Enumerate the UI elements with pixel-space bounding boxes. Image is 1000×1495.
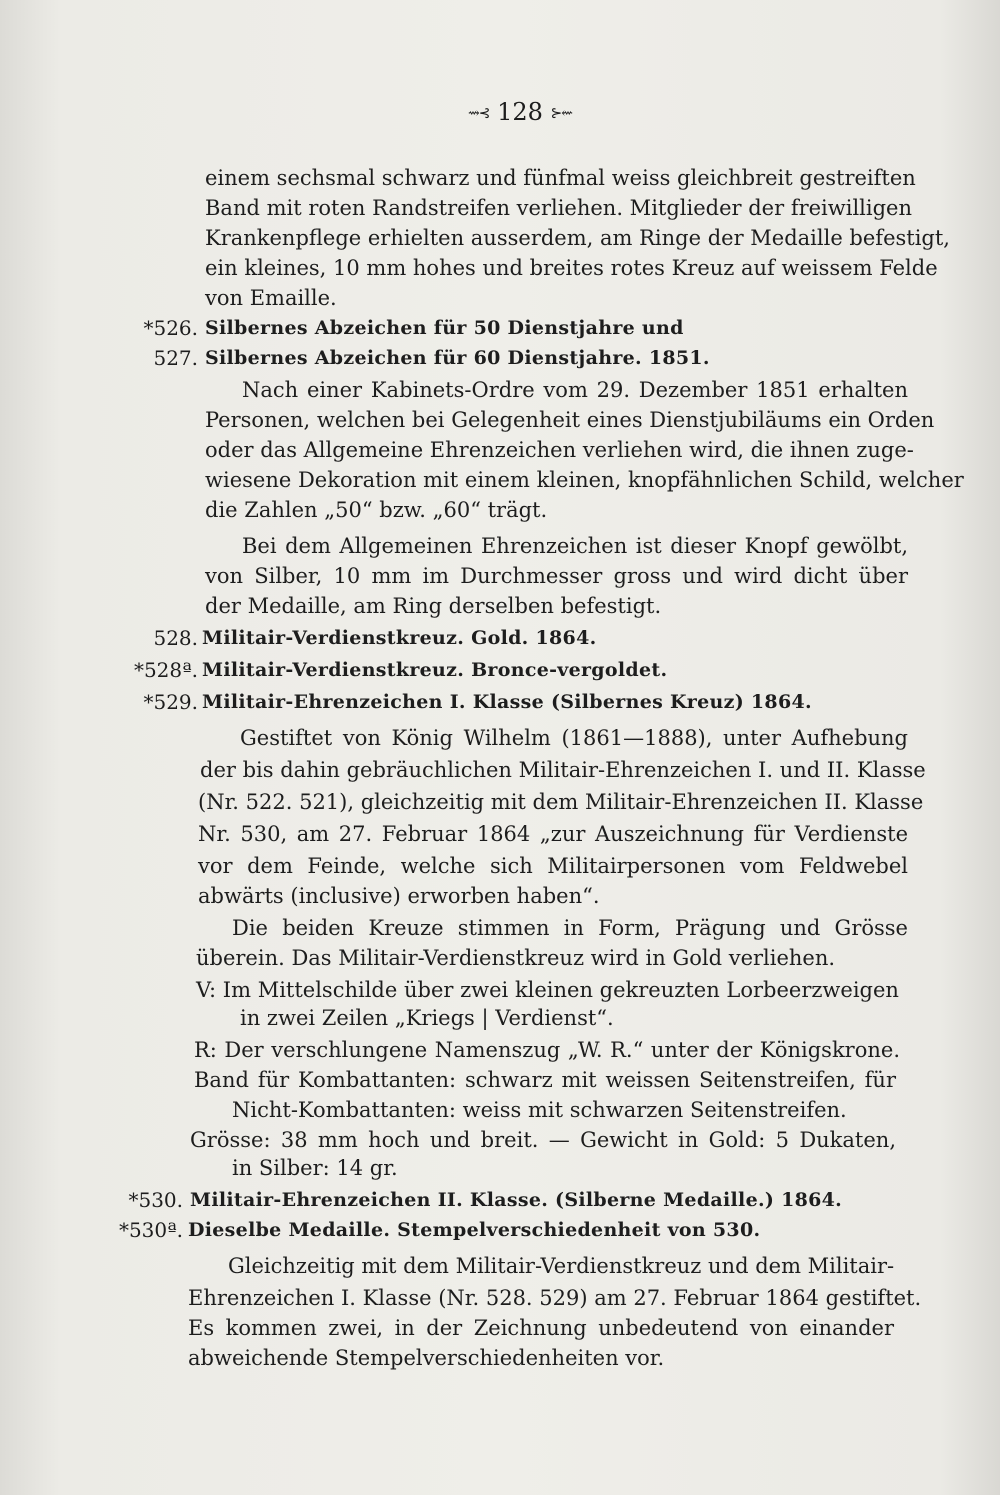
text-line: Gleichzeitig mit dem Militair-Verdienstkreuz und dem Militair- (228, 1254, 895, 1278)
text-line: der bis dahin gebräuchlichen Militair-Ehrenzeichen I. und II. Klasse (200, 758, 926, 782)
text-line: Es kommen zwei, in der Zeichnung unbedeutend von einander (188, 1316, 894, 1340)
text-line: von Emaille. (205, 286, 337, 310)
entry-heading: Militair-Verdienstkreuz. Gold. 1864. (202, 627, 597, 649)
entry-number: *526. (143, 316, 198, 340)
entry-heading: Silbernes Abzeichen für 60 Dienstjahre. 1851. (205, 347, 710, 369)
text-line: Krankenpflege erhielten ausserdem, am Ringe der Medaille befestigt, (205, 226, 950, 250)
text-line: in Silber: 14 gr. (232, 1156, 398, 1180)
entry-number: *528ª. (133, 658, 198, 682)
page-number-header (445, 96, 595, 130)
text-line: ein kleines, 10 mm hohes und breites rotes Kreuz auf weissem Felde (205, 256, 938, 280)
entry-number: 527. (153, 346, 198, 370)
text-line: (Nr. 522. 521), gleichzeitig mit dem Militair-Ehrenzeichen II. Klasse (198, 790, 924, 814)
text-line: überein. Das Militair-Verdienstkreuz wird in Gold verliehen. (196, 946, 836, 970)
entry-heading: Silbernes Abzeichen für 50 Dienstjahre und (205, 317, 684, 339)
text-line: abwärts (inclusive) erworben haben“. (198, 884, 600, 908)
text-line: Nr. 530, am 27. Februar 1864 „zur Auszeichnung für Verdienste (198, 822, 908, 846)
text-line: Personen, welchen bei Gelegenheit eines Dienstjubiläums ein Orden (205, 408, 935, 432)
text-line: abweichende Stempelverschiedenheiten vor. (188, 1346, 665, 1370)
text-line: Band für Kombattanten: schwarz mit weissen Seitenstreifen, für (194, 1068, 896, 1092)
text-line: Gestiftet von König Wilhelm (1861—1888), unter Aufhebung (240, 726, 908, 750)
text-line: Band mit roten Randstreifen verliehen. Mitglieder der freiwilligen (205, 196, 913, 220)
text-line: der Medaille, am Ring derselben befestigt. (205, 594, 662, 618)
entry-number: *530. (128, 1188, 183, 1212)
text-line: vor dem Feinde, welche sich Militairpersonen vom Feldwebel (198, 854, 908, 878)
entry-heading: Militair-Ehrenzeichen II. Klasse. (Silberne Medaille.) 1864. (190, 1189, 843, 1211)
entry-heading: Militair-Verdienstkreuz. Bronce-vergoldet. (202, 659, 668, 681)
text-line: wiesene Dekoration mit einem kleinen, knopfähnlichen Schild, welcher (205, 468, 964, 492)
entry-number: *530ª. (118, 1218, 183, 1242)
text-line: Ehrenzeichen I. Klasse (Nr. 528. 529) am 27. Februar 1864 gestiftet. (188, 1286, 922, 1310)
text-line: V: Im Mittelschilde über zwei kleinen gekreuzten Lorbeerzweigen (196, 978, 899, 1002)
entry-heading: Militair-Ehrenzeichen I. Klasse (Silbernes Kreuz) 1864. (202, 691, 812, 713)
text-line: Grösse: 38 mm hoch und breit. — Gewicht in Gold: 5 Dukaten, (190, 1128, 896, 1152)
text-line: Nicht-Kombattanten: weiss mit schwarzen Seitenstreifen. (232, 1098, 847, 1122)
text-line: Die beiden Kreuze stimmen in Form, Prägung und Grösse (232, 916, 908, 940)
text-line: einem sechsmal schwarz und fünfmal weiss gleichbreit gestreiften (205, 166, 916, 190)
text-line: die Zahlen „50“ bzw. „60“ trägt. (205, 498, 548, 522)
text-line: Bei dem Allgemeinen Ehrenzeichen ist dieser Knopf gewölbt, (242, 534, 908, 558)
page-number: 128 (497, 98, 543, 126)
text-line: oder das Allgemeine Ehrenzeichen verliehen wird, die ihnen zuge- (205, 438, 914, 462)
text-line: R: Der verschlungene Namenszug „W. R.“ unter der Königskrone. (194, 1038, 900, 1062)
text-line: von Silber, 10 mm im Durchmesser gross und wird dicht über (205, 564, 908, 588)
ornament-left: ⇝⊰ (467, 105, 490, 122)
entry-number: *529. (143, 690, 198, 714)
entry-number: 528. (153, 626, 198, 650)
text-line: in zwei Zeilen „Kriegs | Verdienst“. (240, 1006, 614, 1030)
text-line: Nach einer Kabinets-Ordre vom 29. Dezember 1851 erhalten (242, 378, 908, 402)
ornament-right: ⊱⇜ (550, 105, 573, 122)
entry-heading: Dieselbe Medaille. Stempelverschiedenheit von 530. (188, 1219, 761, 1241)
